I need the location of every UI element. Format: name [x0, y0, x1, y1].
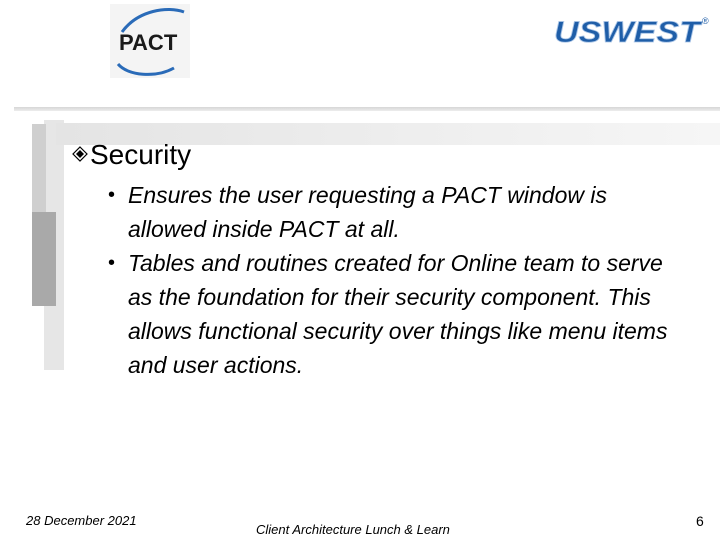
diamond-bullet-icon	[72, 146, 88, 162]
header-divider	[14, 107, 720, 111]
bullet-text: Tables and routines created for Online team to serve as the foundation for their security component. This allows functional security over things like menu items and user actions.	[128, 250, 668, 378]
footer-date: 28 December 2021	[26, 513, 137, 528]
footer-title: Client Architecture Lunch & Learn	[256, 522, 450, 537]
bullet-list	[108, 178, 668, 382]
bullet-dot-icon: •	[108, 184, 116, 206]
bullet-dot-icon: •	[108, 252, 116, 274]
slide-title	[72, 136, 191, 174]
uswest-logo	[552, 12, 712, 48]
bullet-text: Ensures the user requesting a PACT window is allowed inside PACT at all.	[128, 182, 607, 242]
registered-mark: ®	[702, 16, 709, 26]
page-number: 6	[696, 513, 704, 529]
pact-logo	[108, 2, 192, 80]
list-item	[108, 246, 668, 382]
pact-logo-text: PACT	[119, 30, 178, 55]
uswest-logo-text: USWEST	[554, 16, 704, 48]
frame-bar-dark	[32, 212, 56, 306]
slide-title-text: Security	[90, 139, 192, 170]
list-item	[108, 178, 668, 246]
frame-bar-mid	[32, 124, 46, 214]
